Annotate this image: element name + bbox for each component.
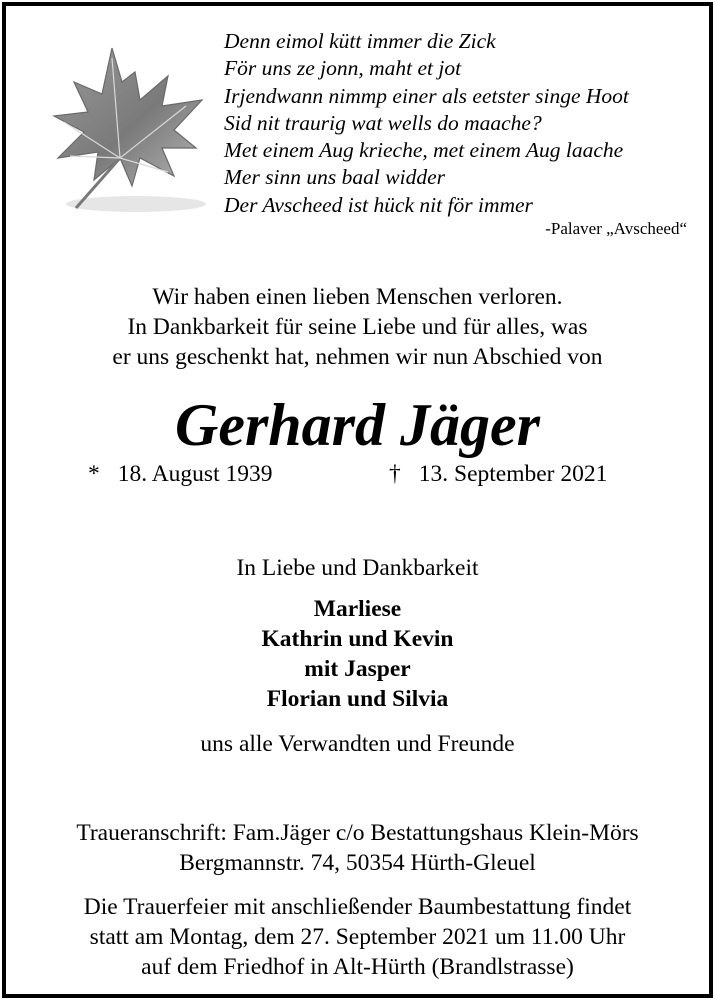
greeting: In Liebe und Dankbarkeit — [236, 555, 479, 581]
poem-line: Sid nit traurig wat wells do maache? — [224, 110, 542, 135]
mourner-name: Kathrin und Kevin — [261, 626, 454, 652]
poem-line: Met einem Aug krieche, met einem Aug laache — [224, 138, 624, 163]
obituary-frame — [2, 2, 713, 998]
poem-line: Mer sinn uns baal widder — [224, 165, 445, 190]
poem-line: Der Avscheed ist hück nit för immer — [224, 192, 533, 217]
relatives-line: uns alle Verwandten und Freunde — [200, 731, 515, 757]
deceased-name: Gerhard Jäger — [174, 392, 540, 458]
intro-line: er uns geschenkt hat, nehmen wir nun Abschied von — [112, 344, 603, 370]
address-line: Traueranschrift: Fam.Jäger c/o Bestattungshaus Klein-Mörs — [76, 820, 639, 846]
intro-line: Wir haben einen lieben Menschen verloren. — [152, 284, 563, 310]
death-cross-icon: † — [389, 461, 401, 487]
birth-date-line — [88, 461, 272, 488]
intro-line: In Dankbarkeit für seine Liebe und für alles, was — [127, 314, 588, 340]
mourner-name: Marliese — [313, 596, 402, 622]
mourner-names — [6, 594, 709, 714]
mourning-address — [6, 818, 709, 878]
ceremony-line: auf dem Friedhof in Alt-Hürth (Brandlstrasse) — [141, 954, 574, 980]
poem-source: -Palaver „Avscheed“ — [545, 219, 687, 238]
death-date-line — [389, 461, 607, 488]
mourner-name: mit Jasper — [304, 656, 411, 682]
birth-star-icon: * — [88, 461, 100, 487]
birth-date: 18. August 1939 — [117, 461, 273, 487]
poem-line: För uns ze jonn, maht et jot — [224, 56, 462, 81]
intro-text — [6, 282, 709, 372]
death-date: 13. September 2021 — [418, 461, 608, 487]
maple-leaf-icon — [36, 36, 226, 226]
poem — [224, 28, 694, 219]
poem-line: Irjendwann nimmp einer als eetster singe Hoot — [224, 83, 629, 108]
ceremony-line: statt am Montag, dem 27. September 2021 um 11.00 Uhr — [89, 924, 626, 950]
poem-line: Denn eimol kütt immer die Zick — [224, 29, 496, 53]
address-line: Bergmannstr. 74, 50354 Hürth-Gleuel — [179, 850, 536, 876]
mourner-name: Florian und Silvia — [266, 686, 449, 712]
ceremony-info — [6, 892, 709, 982]
ceremony-line: Die Trauerfeier mit anschließender Baumbestattung findet — [83, 894, 632, 920]
